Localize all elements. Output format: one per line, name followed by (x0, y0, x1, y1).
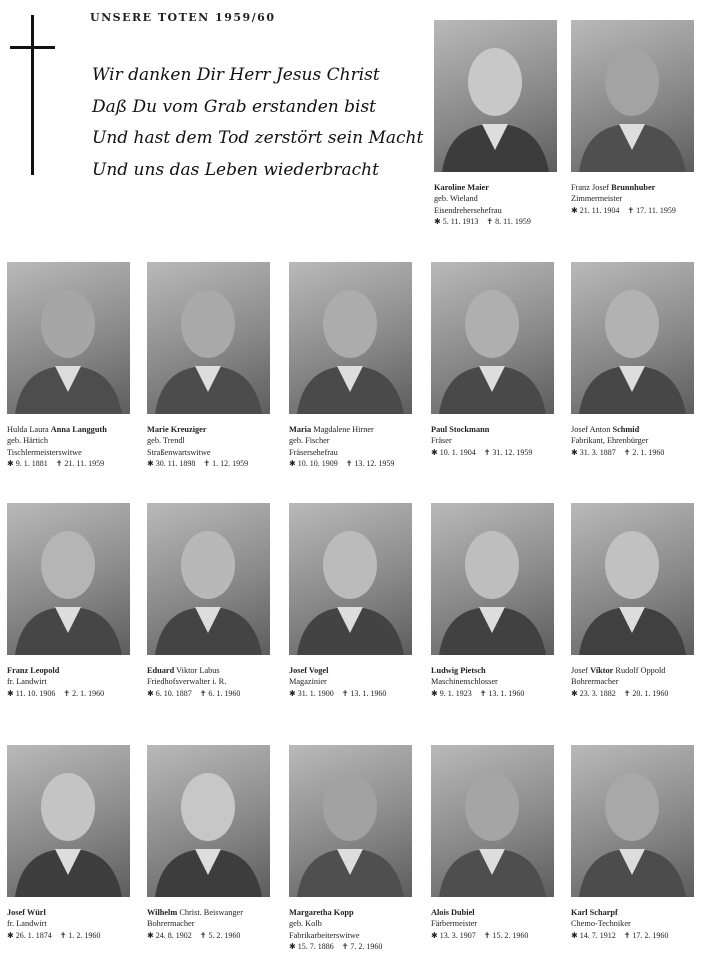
life-dates (431, 688, 557, 699)
born-icon: ✱ (147, 458, 156, 468)
born-icon: ✱ (434, 216, 443, 226)
name-surname: Anna Langguth (50, 425, 107, 434)
caption (431, 665, 557, 699)
name-surname: Ludwig Pietsch (431, 666, 486, 675)
caption-line: geb. Härtich (7, 436, 49, 446)
name-part: Josef (571, 666, 591, 675)
died-icon: ✝ (195, 458, 213, 468)
poem-line: Wir danken Dir Herr Jesus Christ (92, 65, 380, 85)
obituary-card (147, 503, 273, 699)
name-part: Josef Anton (571, 425, 613, 434)
person-name (7, 424, 133, 435)
poem-line: Und uns das Leben wiederbracht (92, 159, 379, 180)
name-surname: Schmid (612, 425, 640, 434)
caption-line: geb. Wieland (434, 194, 478, 204)
died-icon: ✝ (615, 447, 633, 457)
death-date: 15. 2. 1960 (492, 930, 529, 940)
cross-horizontal (10, 46, 55, 49)
caption (571, 182, 697, 216)
obituary-card (431, 745, 557, 941)
portrait-photo (571, 745, 694, 897)
person-name (289, 424, 415, 435)
died-icon: ✝ (191, 688, 209, 698)
obituary-card (7, 503, 133, 699)
life-dates (7, 458, 133, 469)
born-icon: ✱ (571, 447, 580, 457)
portrait-silhouette-icon (289, 503, 412, 655)
birth-date: 14. 7. 1912 (579, 930, 616, 940)
obituary-card (434, 20, 560, 227)
obituary-card (289, 262, 415, 469)
portrait-silhouette-icon (7, 503, 130, 655)
name-part: Franz Josef (571, 183, 612, 192)
portrait-photo (571, 20, 694, 172)
person-name (7, 665, 133, 676)
name-surname: Paul Stockmann (431, 425, 490, 434)
person-name (431, 907, 557, 918)
caption-line: Friedhofsverwalter i. R. (147, 677, 227, 687)
born-icon: ✱ (7, 930, 16, 940)
portrait-photo (289, 503, 412, 655)
death-date: 20. 1. 1960 (632, 688, 669, 698)
born-icon: ✱ (571, 688, 580, 698)
born-icon: ✱ (431, 930, 440, 940)
portrait-photo (431, 745, 554, 897)
caption (147, 907, 273, 941)
birth-date: 10. 1. 1904 (439, 447, 476, 457)
portrait-silhouette-icon (431, 745, 554, 897)
person-name (431, 665, 557, 676)
portrait-photo (7, 745, 130, 897)
obituary-card (571, 20, 697, 216)
birth-date: 15. 7. 1886 (297, 941, 334, 951)
died-icon: ✝ (615, 930, 633, 940)
birth-date: 9. 1. 1881 (15, 458, 48, 468)
portrait-photo (147, 503, 270, 655)
death-date: 17. 11. 1959 (636, 205, 676, 215)
caption (571, 907, 697, 941)
person-name (7, 907, 133, 918)
name-surname: Josef Würl (7, 908, 46, 917)
birth-date: 31. 1. 1900 (297, 688, 334, 698)
birth-date: 10. 10. 1909 (297, 458, 338, 468)
person-name (289, 665, 415, 676)
portrait-photo (571, 503, 694, 655)
died-icon: ✝ (191, 930, 209, 940)
born-icon: ✱ (289, 688, 298, 698)
birth-date: 6. 10. 1887 (155, 688, 192, 698)
portrait-silhouette-icon (571, 503, 694, 655)
death-date: 1. 2. 1960 (68, 930, 101, 940)
obituary-card (7, 262, 133, 469)
caption-line: geb. Trendl (147, 436, 185, 446)
caption-line: Chemo-Techniker (571, 919, 631, 929)
portrait-silhouette-icon (431, 262, 554, 414)
portrait-silhouette-icon (571, 20, 694, 172)
death-date: 2. 1. 1960 (632, 447, 665, 457)
name-surname: Franz Leopold (7, 666, 60, 675)
portrait-silhouette-icon (147, 745, 270, 897)
birth-date: 9. 1. 1923 (439, 688, 472, 698)
birth-date: 24. 8. 1902 (155, 930, 192, 940)
caption (289, 424, 415, 469)
life-dates (7, 930, 133, 941)
name-surname: Karoline Maier (434, 183, 489, 192)
died-icon: ✝ (55, 688, 73, 698)
born-icon: ✱ (147, 930, 156, 940)
caption (571, 424, 697, 458)
died-icon: ✝ (615, 688, 633, 698)
person-name (147, 907, 273, 918)
name-surname: Alois Dubiel (431, 908, 475, 917)
person-name (431, 424, 557, 435)
death-date: 31. 12. 1959 (492, 447, 533, 457)
born-icon: ✱ (571, 930, 580, 940)
death-date: 8. 11. 1959 (495, 216, 531, 226)
caption (7, 424, 133, 469)
obituary-card (431, 262, 557, 458)
birth-date: 13. 3. 1907 (439, 930, 476, 940)
obituary-card (147, 262, 273, 469)
death-date: 2. 1. 1960 (72, 688, 105, 698)
obituary-card (431, 503, 557, 699)
portrait-silhouette-icon (571, 745, 694, 897)
portrait-photo (289, 262, 412, 414)
person-name (289, 907, 415, 918)
name-surname: Josef Vogel (289, 666, 329, 675)
died-icon: ✝ (333, 688, 351, 698)
obituary-card (571, 745, 697, 941)
life-dates (289, 941, 415, 952)
death-date: 7. 2. 1960 (350, 941, 383, 951)
portrait-silhouette-icon (147, 503, 270, 655)
person-name (571, 907, 697, 918)
name-surname: Viktor (590, 666, 614, 675)
caption-line: Fräser (431, 436, 452, 446)
name-surname: Eduard (147, 666, 175, 675)
portrait-photo (147, 262, 270, 414)
portrait-photo (431, 503, 554, 655)
life-dates (571, 930, 697, 941)
caption-line: Zimmermeister (571, 194, 623, 204)
name-part: Rudolf Oppold (613, 666, 666, 675)
caption-line: Bohrermacher (147, 919, 195, 929)
obituary-card (289, 503, 415, 699)
person-name (434, 182, 560, 193)
birth-date: 30. 11. 1898 (155, 458, 196, 468)
name-surname: Wilhelm (147, 908, 178, 917)
person-name (571, 182, 697, 193)
person-name (147, 424, 273, 435)
life-dates (431, 930, 557, 941)
born-icon: ✱ (289, 458, 298, 468)
born-icon: ✱ (571, 205, 580, 215)
caption-line: Straßenwartswitwe (147, 447, 211, 457)
name-part: Hulda Laura (7, 425, 51, 434)
life-dates (289, 458, 415, 469)
caption (147, 424, 273, 469)
portrait-photo (571, 262, 694, 414)
born-icon: ✱ (431, 447, 440, 457)
died-icon: ✝ (471, 688, 489, 698)
death-date: 1. 12. 1959 (212, 458, 249, 468)
caption (7, 665, 133, 699)
portrait-silhouette-icon (431, 503, 554, 655)
portrait-silhouette-icon (7, 262, 130, 414)
portrait-photo (434, 20, 557, 172)
poem-line: Und hast dem Tod zerstört sein Macht (92, 128, 424, 148)
life-dates (147, 688, 273, 699)
caption-line: fr. Landwirt (7, 919, 47, 929)
caption-line: Magazinier (289, 677, 327, 687)
caption (147, 665, 273, 699)
death-date: 13. 1. 1960 (350, 688, 387, 698)
person-name (571, 424, 697, 435)
name-part: Magdalene Hirner (311, 425, 374, 434)
obituary-card (7, 745, 133, 941)
portrait-silhouette-icon (7, 745, 130, 897)
birth-date: 23. 3. 1882 (579, 688, 616, 698)
person-name (571, 665, 697, 676)
caption (431, 907, 557, 941)
page-title: UNSERE TOTEN 1959/60 (90, 11, 276, 24)
life-dates (571, 205, 697, 216)
birth-date: 21. 11. 1904 (579, 205, 620, 215)
birth-date: 31. 3. 1887 (579, 447, 616, 457)
portrait-photo (147, 745, 270, 897)
obituary-card (289, 745, 415, 952)
cross-vertical (31, 15, 34, 175)
obituary-card (571, 262, 697, 458)
name-surname: Maria (289, 425, 312, 434)
caption-line: Bohrermacher (571, 677, 619, 687)
died-icon: ✝ (47, 458, 65, 468)
life-dates (289, 688, 415, 699)
life-dates (431, 447, 557, 458)
life-dates (7, 688, 133, 699)
born-icon: ✱ (289, 941, 298, 951)
name-surname: Brunnhuber (611, 183, 656, 192)
portrait-photo (7, 503, 130, 655)
name-surname: Marie Kreuziger (147, 425, 207, 434)
caption-line: Fabrikarbeiterswitwe (289, 930, 360, 940)
born-icon: ✱ (7, 688, 16, 698)
obituary-card (571, 503, 697, 699)
name-surname: Margaretha Kopp (289, 908, 354, 917)
died-icon: ✝ (337, 458, 355, 468)
life-dates (434, 216, 560, 227)
born-icon: ✱ (147, 688, 156, 698)
death-date: 13. 12. 1959 (354, 458, 395, 468)
caption-line: Eisendrehersehefrau (434, 205, 502, 215)
caption (289, 665, 415, 699)
caption (289, 907, 415, 952)
death-date: 17. 2. 1960 (632, 930, 669, 940)
birth-date: 11. 10. 1906 (15, 688, 56, 698)
caption-line: Fabrikant, Ehrenbürger (571, 436, 649, 446)
portrait-silhouette-icon (434, 20, 557, 172)
life-dates (147, 930, 273, 941)
life-dates (571, 447, 697, 458)
person-name (147, 665, 273, 676)
born-icon: ✱ (431, 688, 440, 698)
poem-line: Daß Du vom Grab erstanden bist (92, 96, 376, 117)
name-part: Viktor Labus (174, 666, 220, 675)
caption-line: fr. Landwirt (7, 677, 47, 687)
caption-line: Tischlermeisterswitwe (7, 447, 82, 457)
born-icon: ✱ (7, 458, 16, 468)
caption-line: geb. Fischer (289, 436, 330, 446)
death-date: 21. 11. 1959 (64, 458, 105, 468)
death-date: 13. 1. 1960 (488, 688, 525, 698)
caption (431, 424, 557, 458)
life-dates (571, 688, 697, 699)
caption (434, 182, 560, 227)
caption-line: Färbermeister (431, 919, 478, 929)
name-surname: Karl Scharpf (571, 908, 618, 917)
portrait-photo (7, 262, 130, 414)
caption (7, 907, 133, 941)
caption-line: Fräsersehefrau (289, 447, 338, 457)
obituary-card (147, 745, 273, 941)
portrait-photo (289, 745, 412, 897)
birth-date: 5. 11. 1913 (442, 216, 479, 226)
died-icon: ✝ (619, 205, 637, 215)
caption (571, 665, 697, 699)
died-icon: ✝ (333, 941, 351, 951)
portrait-photo (431, 262, 554, 414)
death-date: 6. 1. 1960 (208, 688, 241, 698)
caption-line: geb. Kolb (289, 919, 322, 929)
life-dates (147, 458, 273, 469)
poem (92, 60, 423, 186)
birth-date: 26. 1. 1874 (15, 930, 52, 940)
death-date: 5. 2. 1960 (208, 930, 241, 940)
died-icon: ✝ (475, 930, 493, 940)
portrait-silhouette-icon (571, 262, 694, 414)
name-part: Christ. Beiswanger (177, 908, 243, 917)
portrait-silhouette-icon (289, 745, 412, 897)
died-icon: ✝ (478, 216, 496, 226)
died-icon: ✝ (475, 447, 493, 457)
died-icon: ✝ (51, 930, 69, 940)
portrait-silhouette-icon (147, 262, 270, 414)
portrait-silhouette-icon (289, 262, 412, 414)
caption-line: Maschinenschlosser (431, 677, 498, 687)
